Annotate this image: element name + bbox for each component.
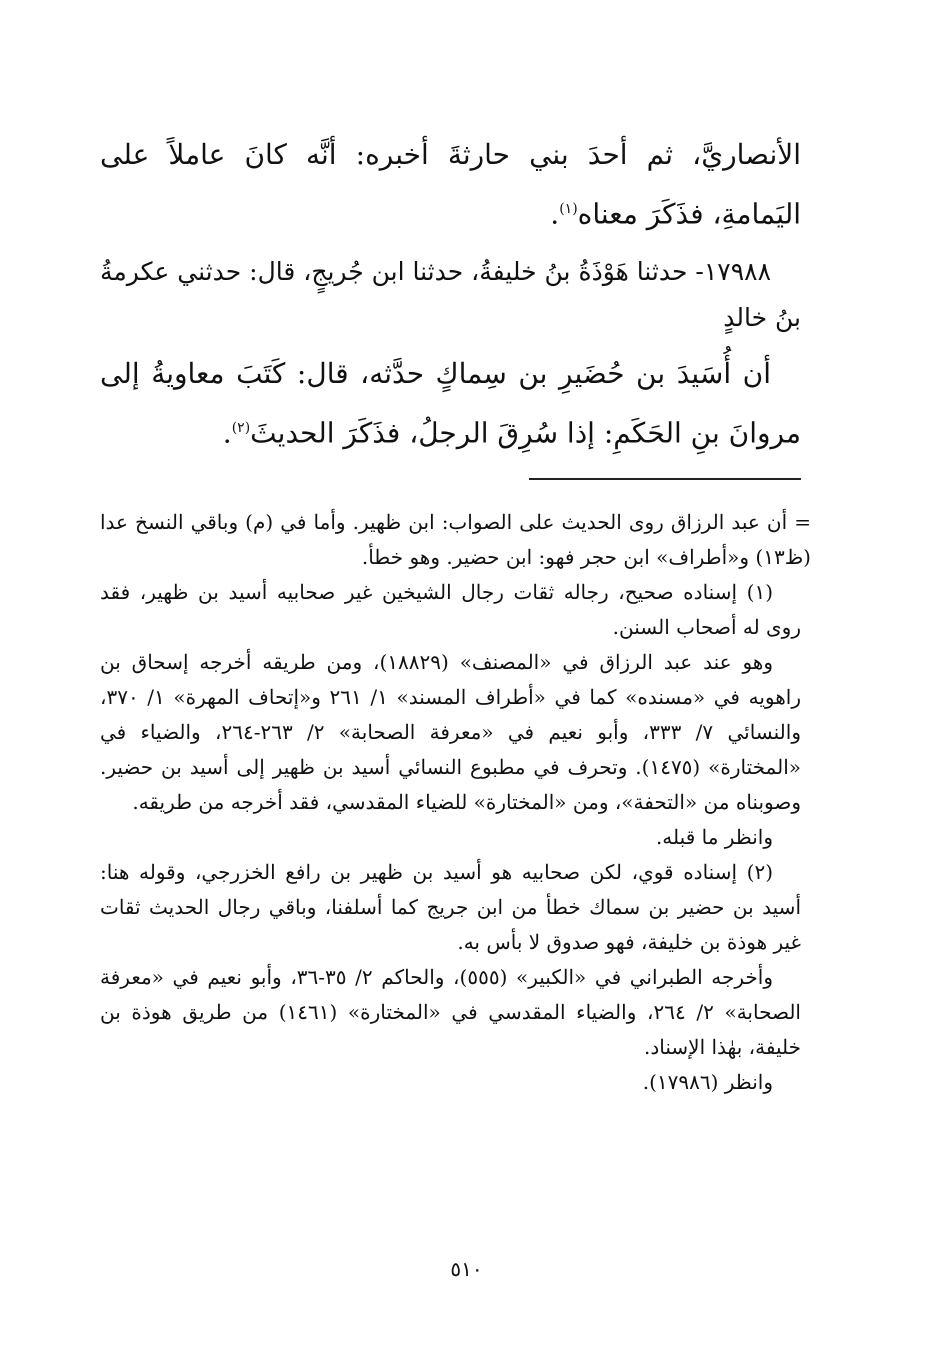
footnote-1-sources: وهو عند عبد الرزاق في «المصنف» (١٨٨٢٩)، ومن طريقه أخرجه إسحاق بن راهويه في «مسنده» كما في «أطراف المسند» ١/ ٢٦١ و«إتحاف المهرة» ١/ ٣٧٠، والنسائي ٧/ ٣٣٣، وأبو نعيم في «معرفة الصحابة» ٢/ ٢٦٣-٢٦٤، والضياء في «المختارة» (١٤٧٥). وتحرف في مطبوع النسائي أسيد بن ظهير إلى أسيد بن حضير. وصوبناه من «التحفة»، ومن «المختارة» للضياء المقدسي، فقد أخرجه من طريقه.	[100, 650, 801, 814]
footnote-ref-2: (٢)	[231, 420, 251, 437]
footnote-2: (٢) إسناده قوي، لكن صحابيه هو أسيد بن ظهير بن رافع الخزرجي، وقوله هنا: أسيد بن حضير بن سماك خطأ من ابن جريج كما أسلفنا، وباقي رجال الحديث ثقات غير هوذة بن خليفة، فهو صدوق لا بأس به.	[100, 860, 801, 954]
footnote-2-sources: وأخرجه الطبراني في «الكبير» (٥٥٥)، والحاكم ٢/ ٣٥-٣٦، وأبو نعيم في «معرفة الصحابة» ٢/ ٢٦٤، والضياء المقدسي في «المختارة» (١٤٦١) من طريق هوذة بن خليفة، بهٰذا الإسناد.	[100, 965, 801, 1059]
main-text	[100, 128, 801, 461]
hadith-isnad: ١٧٩٨٨- حدثنا هَوْذَةُ بنُ خليفةُ، حدثنا ابن جُريجٍ، قال: حدثني عكرمةُ بنُ خالدٍ	[100, 257, 801, 333]
footnote-separator	[529, 478, 801, 480]
main-paragraph-1	[100, 128, 801, 241]
footnote-continuation: = أن عبد الرزاق روى الحديث على الصواب: ابن ظهير. وأما في (م) وباقي النسخ عدا (ظ١٣) و«أطراف» ابن حجر فهو: ابن حضير. وهو خطأ.	[100, 510, 811, 569]
main-paragraph-3-end: .	[222, 416, 232, 450]
main-paragraph-3-text: أن أُسَيدَ بن حُضَيرِ بن سِماكٍ حدَّثه، قال: كَتَبَ معاويةُ إلى مروانَ بنِ الحَكَمِ: إذا سُرِقَ الرجلُ، فذَكَرَ الحديثَ	[100, 357, 801, 450]
footnote-ref-1: (١)	[559, 201, 578, 217]
footnote-2-see-also: وانظر (١٧٩٨٦).	[642, 1070, 773, 1094]
page-number: ٥١٠	[450, 1257, 483, 1281]
main-paragraph-3	[100, 347, 801, 460]
main-paragraph-1-end: .	[550, 197, 560, 231]
footnote-1: (١) إسناده صحيح، رجاله ثقات رجال الشيخين غير صحابيه أسيد بن ظهير، فقد روى له أصحاب السنن.	[100, 580, 801, 639]
main-paragraph-1-text: الأنصاريَّ، ثم أحدَ بني حارثةَ أخبره: أنَّه كانَ عاملاً على اليَمامةِ، فذَكَرَ معناه	[100, 138, 801, 231]
footnotes	[100, 505, 811, 1100]
footnote-1-see-also: وانظر ما قبله.	[655, 825, 773, 849]
